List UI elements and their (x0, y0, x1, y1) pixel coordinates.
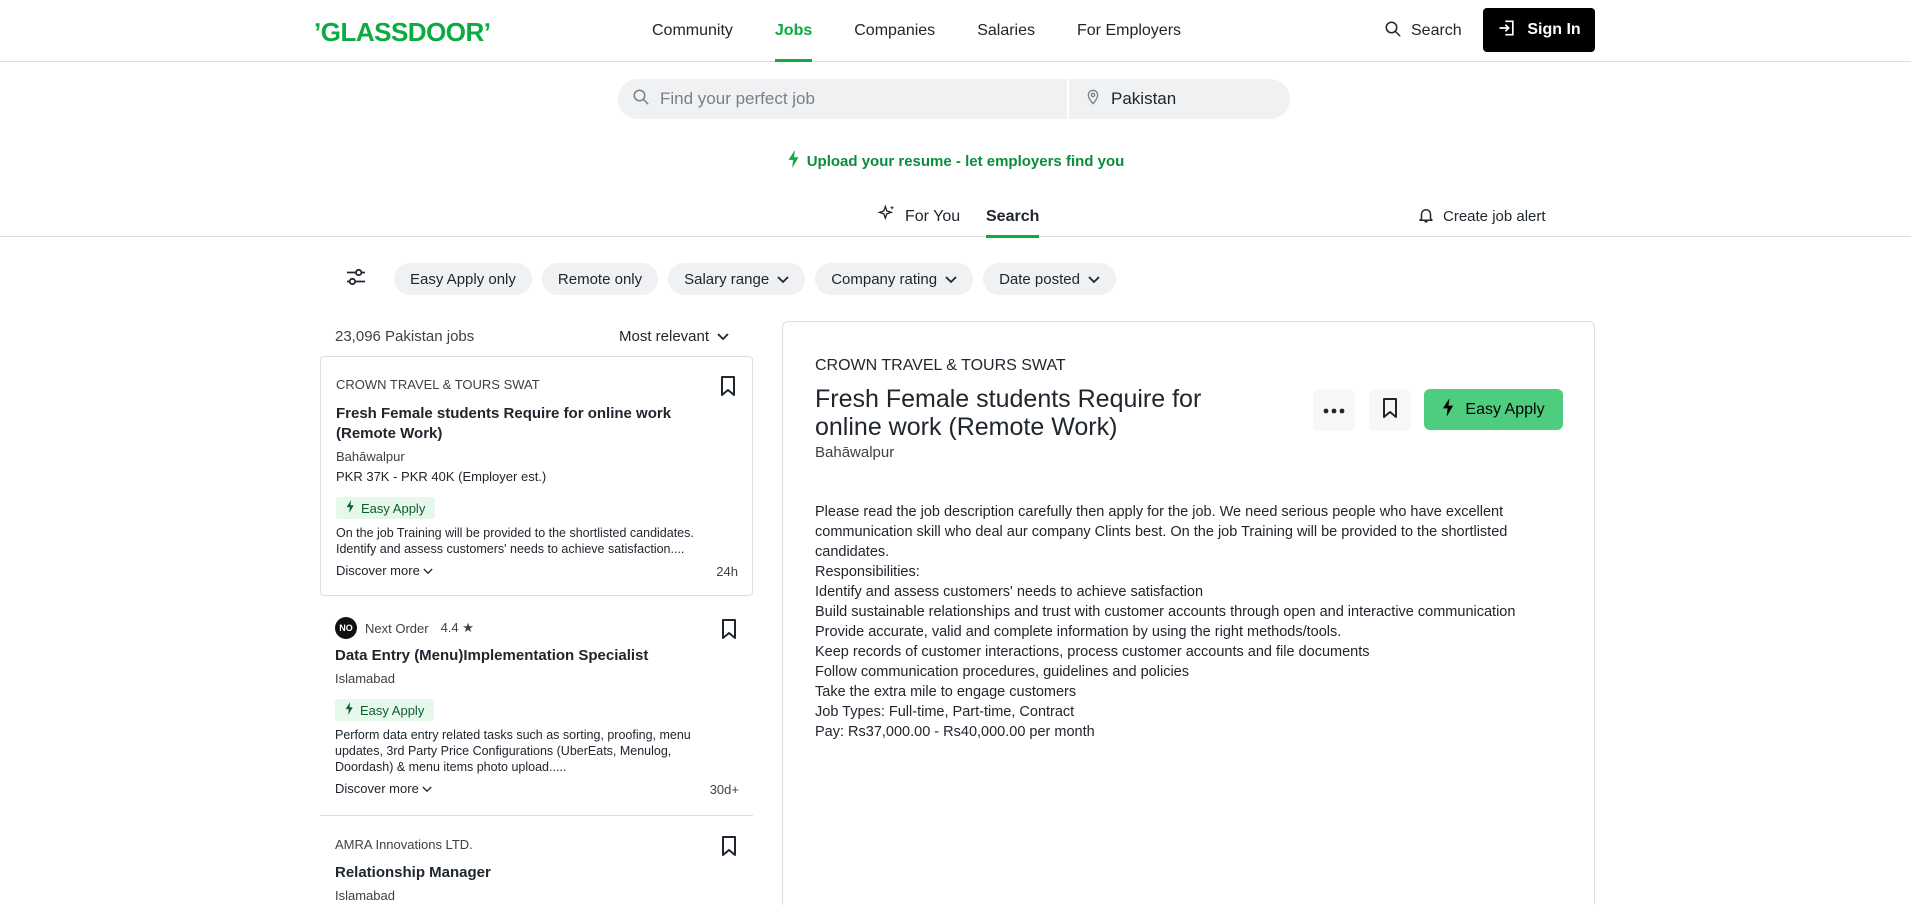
filter-easy-apply[interactable] (394, 263, 532, 295)
filter-easy-apply-label: Easy Apply only (410, 270, 516, 288)
job-title[interactable]: Data Entry (Menu)Implementation Specialist (335, 647, 649, 664)
easy-apply-badge-label: Easy Apply (360, 702, 425, 718)
easy-apply-badge (336, 497, 435, 519)
detail-company[interactable]: CROWN TRAVEL & TOURS SWAT (815, 357, 1066, 374)
header-search-label: Search (1411, 22, 1462, 39)
job-location: Islamabad (335, 671, 395, 686)
description-line: Identify and assess customers' needs to achieve satisfaction (815, 584, 1204, 600)
job-title[interactable]: Relationship Manager (335, 864, 491, 881)
keyword-search-box[interactable] (618, 79, 1067, 119)
tab-search[interactable] (986, 196, 1039, 237)
job-card[interactable] (320, 609, 753, 816)
keyword-search-input[interactable] (660, 89, 1040, 109)
glassdoor-logo[interactable]: ʼGLASSDOORʼ (314, 17, 491, 47)
description-line: Follow communication procedures, guidelines and policies (815, 664, 1189, 680)
sign-in-label: Sign In (1527, 21, 1581, 38)
nav-community[interactable]: Community (652, 22, 733, 39)
main-nav (631, 0, 1202, 62)
job-search-form (618, 79, 1290, 119)
description-line: Build sustainable relationships and trust with customer accounts through open and interactive communication (815, 604, 1516, 620)
company-logo: NO (335, 617, 357, 639)
description-line: Provide accurate, valid and complete information by using the right methods/tools. (815, 624, 1342, 640)
filter-salary-range[interactable] (668, 263, 805, 295)
bookmark-icon (720, 375, 736, 402)
easy-apply-label: Easy Apply (1465, 400, 1545, 418)
filter-remote-only-label: Remote only (557, 270, 643, 288)
results-count: 23,096 Pakistan jobs (335, 328, 475, 345)
job-salary: PKR 37K - PKR 40K (Employer est.) (336, 469, 547, 484)
tab-for-you-label: For You (905, 207, 961, 225)
sign-in-icon (1497, 18, 1517, 43)
filter-date-posted[interactable] (983, 263, 1116, 295)
job-age: 30d+ (709, 782, 739, 797)
lightning-icon (346, 500, 355, 516)
save-job-button[interactable] (715, 617, 743, 645)
filter-bar (336, 263, 1116, 295)
description-line: Responsibilities: (815, 564, 920, 580)
detail-location: Bahāwalpur (815, 444, 895, 461)
description-line: Take the extra mile to engage customers (815, 684, 1077, 700)
discover-more-button[interactable] (335, 781, 432, 796)
discover-more-label: Discover more (335, 781, 419, 796)
job-company: Next Order (365, 620, 429, 636)
chevron-down-icon (422, 781, 432, 796)
location-pin-icon (1085, 88, 1101, 111)
filter-remote-only[interactable] (542, 263, 658, 295)
chevron-down-icon (1088, 271, 1100, 288)
filter-sliders-icon (345, 268, 367, 291)
sort-label: Most relevant (619, 328, 710, 345)
job-card[interactable] (320, 828, 753, 905)
top-navigation-bar (0, 0, 1911, 62)
job-company: CROWN TRAVEL & TOURS SWAT (336, 377, 540, 392)
sort-dropdown[interactable] (619, 328, 729, 345)
tab-search-label: Search (986, 207, 1040, 225)
nav-for-employers[interactable]: For Employers (1077, 22, 1182, 39)
easy-apply-button[interactable] (1424, 389, 1563, 430)
lightning-icon (787, 150, 801, 172)
nav-salaries[interactable]: Salaries (977, 22, 1035, 39)
company-rating: 4.4 ★ (440, 620, 474, 635)
job-detail-panel (782, 321, 1595, 905)
chevron-down-icon (717, 328, 729, 345)
job-snippet: On the job Training will be provided to the shortlisted candidates. Identify and assess customers' needs to achieve satisfaction.... (336, 526, 694, 556)
create-job-alert-button[interactable] (1417, 196, 1546, 237)
filter-company-rating-label: Company rating (831, 270, 938, 288)
filter-company-rating[interactable] (815, 263, 973, 295)
lightning-icon (345, 702, 354, 718)
results-tabs (0, 196, 1911, 237)
job-age: 24h (716, 564, 738, 579)
discover-more-label: Discover more (336, 563, 420, 578)
more-dots-icon (1323, 401, 1345, 419)
job-location: Islamabad (335, 888, 395, 903)
create-job-alert-label: Create job alert (1443, 208, 1546, 225)
job-description (815, 502, 1555, 742)
filter-salary-range-label: Salary range (684, 270, 770, 288)
description-line: Pay: Rs37,000.00 - Rs40,000.00 per month (815, 724, 1095, 740)
location-input[interactable] (1111, 89, 1281, 109)
job-snippet: Perform data entry related tasks such as sorting, proofing, menu updates, 3rd Party Price Configurations (UberEats, Menulog, Doordash) & menu items photo upload..... (335, 728, 691, 774)
save-job-button[interactable] (714, 374, 742, 402)
discover-more-button[interactable] (336, 563, 433, 578)
detail-job-title: Fresh Female students Require for online work (Remote Work) (815, 385, 1202, 441)
nav-jobs[interactable]: Jobs (754, 0, 833, 62)
bookmark-icon (721, 835, 737, 862)
lightning-icon (1442, 398, 1455, 422)
description-line: Keep records of customer interactions, process customer accounts and file documents (815, 644, 1370, 660)
chevron-down-icon (423, 563, 433, 578)
save-job-button[interactable] (715, 834, 743, 862)
easy-apply-badge-label: Easy Apply (361, 500, 426, 516)
chevron-down-icon (945, 271, 957, 288)
easy-apply-badge (335, 699, 434, 721)
job-company: AMRA Innovations LTD. (335, 837, 473, 852)
upload-resume-link[interactable] (0, 150, 1911, 172)
tab-for-you[interactable] (877, 196, 960, 237)
search-icon (632, 88, 650, 111)
job-location: Bahāwalpur (336, 449, 405, 464)
upload-resume-label: Upload your resume - let employers find you (806, 152, 1125, 170)
sign-in-button[interactable] (1483, 8, 1595, 52)
bookmark-icon (1382, 397, 1398, 424)
all-filters-button[interactable] (336, 263, 376, 295)
description-line: Job Types: Full-time, Part-time, Contract (815, 704, 1075, 720)
sparkle-icon (877, 204, 897, 229)
bell-icon (1417, 205, 1435, 229)
header-search-button[interactable] (1384, 16, 1462, 46)
job-title[interactable]: Fresh Female students Require for online work (Remote Work) (336, 405, 672, 442)
description-paragraph: Please read the job description carefully then apply for the job. We need serious people who have excellent communication skill who deal aur company Clints best. On the job Training will be provided to the shortlisted candidates. (815, 504, 1508, 560)
search-icon (1384, 20, 1402, 43)
location-search-box[interactable] (1069, 79, 1290, 119)
job-employer-row (335, 617, 474, 639)
job-card[interactable] (320, 356, 753, 596)
nav-companies[interactable]: Companies (854, 22, 936, 39)
chevron-down-icon (777, 271, 789, 288)
detail-save-button[interactable] (1369, 389, 1411, 431)
filter-date-posted-label: Date posted (999, 270, 1080, 288)
bookmark-icon (721, 618, 737, 645)
more-options-button[interactable] (1313, 389, 1355, 431)
